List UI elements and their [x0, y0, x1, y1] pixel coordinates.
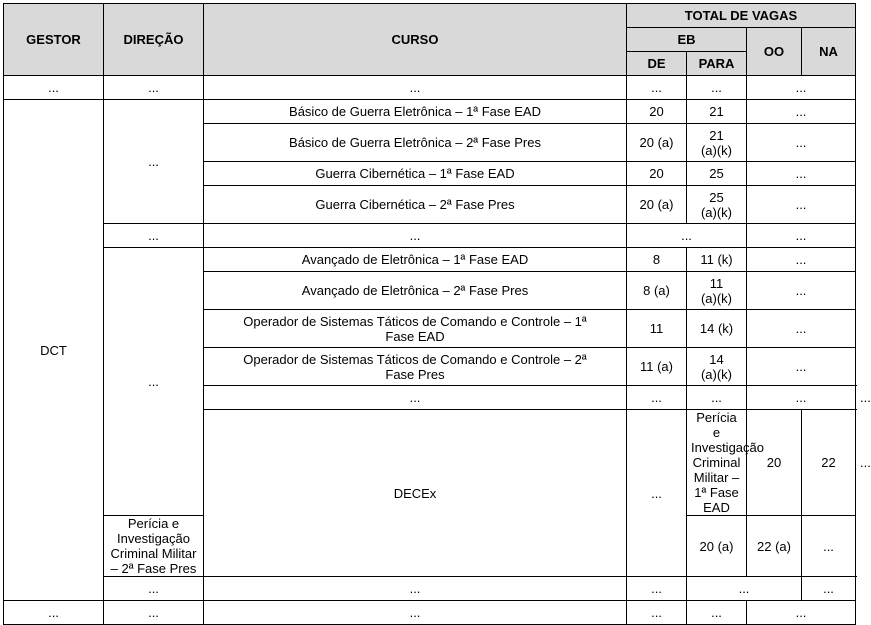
- para-cell: 14 (k): [687, 310, 747, 348]
- oo-na-cell: ...: [747, 348, 856, 386]
- para-line: 11: [709, 275, 724, 291]
- header-na: NA: [802, 28, 856, 76]
- curso-cell: Básico de Guerra Eletrônica – 1ª Fase EAD: [204, 100, 627, 124]
- ellipsis-cell: ...: [687, 76, 747, 100]
- de-cell: 8 (a): [627, 272, 687, 310]
- gestor-cell: ...: [4, 601, 104, 625]
- eb-cell: ...: [687, 577, 802, 601]
- oo-na-cell: ...: [747, 601, 856, 625]
- para-line: (a)(k): [700, 204, 733, 220]
- oo-na-cell: ...: [747, 162, 856, 186]
- header-eb: EB: [627, 28, 747, 52]
- para-cell: [687, 186, 747, 224]
- de-cell: 20: [747, 410, 802, 516]
- de-cell: 20: [627, 162, 687, 186]
- para-cell: [687, 272, 747, 310]
- para-line: (a)(k): [700, 366, 733, 382]
- ellipsis-cell: ...: [627, 76, 687, 100]
- vagas-table: [3, 3, 871, 625]
- direcao-cell: ...: [104, 224, 204, 248]
- gestor-cell: DCT: [4, 100, 104, 601]
- ellipsis-cell: ...: [104, 76, 204, 100]
- para-cell: [687, 348, 747, 386]
- curso-line: Operador de Sistemas Táticos de Comando e Controle – 1ª: [243, 313, 587, 329]
- oo-na-cell: ...: [802, 516, 856, 577]
- de-cell: 20 (a): [627, 186, 687, 224]
- para-line: (a)(k): [700, 142, 733, 158]
- para-line: 25: [709, 189, 724, 205]
- de-cell: 20 (a): [627, 124, 687, 162]
- table-row: [4, 100, 856, 124]
- oo-na-cell: ...: [747, 224, 856, 248]
- direcao-cell: ...: [627, 386, 687, 410]
- curso-line: Fase EAD: [385, 328, 445, 344]
- table-row: [4, 76, 856, 100]
- header-gestor: GESTOR: [4, 4, 104, 76]
- oo-na-cell: ...: [802, 577, 856, 601]
- table-row: [4, 248, 856, 272]
- de-cell: 11 (a): [627, 348, 687, 386]
- oo-na-cell: ...: [747, 248, 856, 272]
- header-total-vagas: TOTAL DE VAGAS: [627, 4, 856, 28]
- curso-cell: Básico de Guerra Eletrônica – 2ª Fase Pres: [204, 124, 627, 162]
- header-oo: OO: [747, 28, 802, 76]
- oo-na-cell: ...: [747, 124, 856, 162]
- curso-cell: Perícia e Investigação Criminal Militar – 2ª Fase Pres: [104, 516, 204, 577]
- oo-na-cell: ...: [747, 272, 856, 310]
- header-curso: CURSO: [204, 4, 627, 76]
- ellipsis-cell: ...: [747, 76, 856, 100]
- direcao-cell: ...: [204, 577, 627, 601]
- curso-cell: [204, 348, 627, 386]
- gestor-cell: ...: [204, 386, 627, 410]
- para-line: 21: [709, 127, 724, 143]
- de-cell: 8: [627, 248, 687, 272]
- direcao-cell: ...: [104, 601, 204, 625]
- para-cell: 25: [687, 162, 747, 186]
- eb-cell: ...: [627, 224, 747, 248]
- eb-cell: ...: [747, 386, 856, 410]
- gestor-cell: ...: [104, 577, 204, 601]
- oo-na-cell: ...: [747, 186, 856, 224]
- para-cell: ...: [687, 601, 747, 625]
- curso-cell: Avançado de Eletrônica – 1ª Fase EAD: [204, 248, 627, 272]
- header-de: DE: [627, 52, 687, 76]
- ellipsis-cell: ...: [204, 76, 627, 100]
- direcao-cell: ...: [104, 248, 204, 516]
- direcao-cell: ...: [627, 410, 687, 577]
- para-line: 14: [709, 351, 724, 367]
- direcao-cell: ...: [104, 100, 204, 224]
- para-cell: 22 (a): [747, 516, 802, 577]
- curso-cell: Guerra Cibernética – 1ª Fase EAD: [204, 162, 627, 186]
- ellipsis-cell: ...: [4, 76, 104, 100]
- curso-cell: ...: [204, 224, 627, 248]
- para-cell: 21: [687, 100, 747, 124]
- curso-cell: ...: [204, 601, 627, 625]
- curso-cell: Guerra Cibernética – 2ª Fase Pres: [204, 186, 627, 224]
- de-cell: 20: [627, 100, 687, 124]
- curso-line: Fase Pres: [385, 366, 445, 382]
- para-cell: [687, 124, 747, 162]
- para-line: (a)(k): [700, 290, 733, 306]
- oo-na-cell: ...: [747, 310, 856, 348]
- curso-cell: ...: [627, 577, 687, 601]
- table-row: [4, 577, 856, 601]
- table-row: ... ... ... ... ...: [4, 386, 856, 410]
- curso-cell: Avançado de Eletrônica – 2ª Fase Pres: [204, 272, 627, 310]
- table-row: [4, 601, 856, 625]
- curso-line: Operador de Sistemas Táticos de Comando e Controle – 2ª: [243, 351, 587, 367]
- para-cell: 22: [802, 410, 856, 516]
- table-row: DECEx ... Perícia e Investigação Criminal Militar – 1ª Fase EAD 20 22 ...: [4, 410, 856, 516]
- header-para: PARA: [687, 52, 747, 76]
- curso-cell: ...: [687, 386, 747, 410]
- gestor-cell: DECEx: [204, 410, 627, 577]
- curso-cell: Perícia e Investigação Criminal Militar – 1ª Fase EAD: [687, 410, 747, 516]
- de-cell: 11: [627, 310, 687, 348]
- de-cell: 20 (a): [687, 516, 747, 577]
- curso-cell: [204, 310, 627, 348]
- oo-na-cell: ...: [747, 100, 856, 124]
- table-row: [4, 224, 856, 248]
- header-direcao: DIREÇÃO: [104, 4, 204, 76]
- para-cell: 11 (k): [687, 248, 747, 272]
- de-cell: ...: [627, 601, 687, 625]
